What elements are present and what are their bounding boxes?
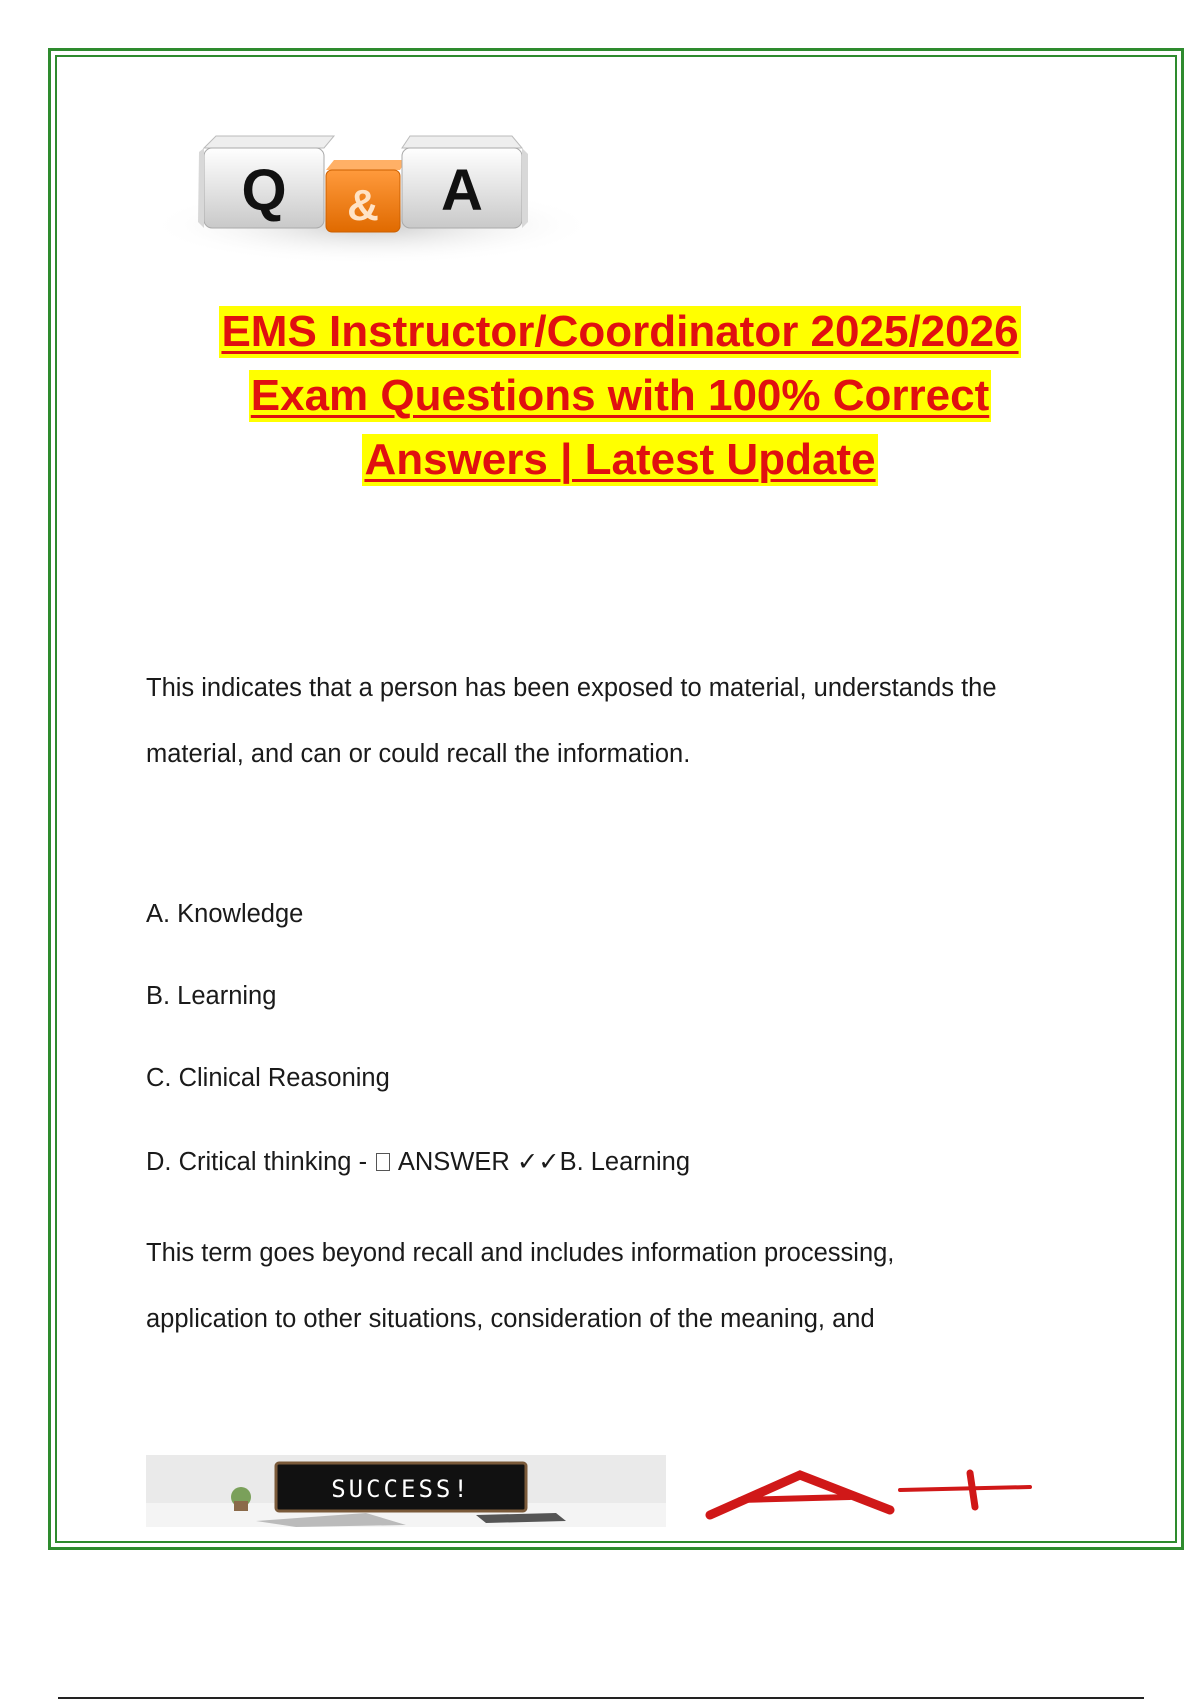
question-1-line-2: material, and can or could recall the information. [146,740,691,768]
option-b: B. Learning [146,982,277,1010]
die-ampersand [326,160,406,232]
option-c: C. Clinical Reasoning [146,1064,390,1092]
question-1-text [146,655,1106,787]
svg-text:SUCCESS!: SUCCESS! [331,1475,471,1503]
question-2-line-1: This term goes beyond recall and includes information processing, [146,1239,895,1267]
title-line-3: Answers | Latest Update [364,435,876,484]
option-a: A. Knowledge [146,900,304,928]
a-plus-grade-image [700,1455,1040,1535]
qa-dice-logo [144,130,600,270]
title-line-2: Exam Questions with 100% Correct [250,371,990,420]
svg-text:A: A [441,158,483,223]
die-a [402,136,528,228]
question-1-line-1: This indicates that a person has been exposed to material, understands the [146,674,997,702]
question-2-line-2: application to other situations, consideration of the meaning, and [146,1305,875,1333]
svg-text:Q: Q [241,158,287,223]
answer-label: ANSWER ✓✓B. Learning [392,1148,691,1176]
die-q [198,136,334,228]
svg-text:A+: A+ [870,1530,872,1531]
option-d-label: D. Critical thinking - [146,1148,375,1176]
title-line-1: EMS Instructor/Coordinator 2025/2026 [221,307,1019,356]
missing-glyph-icon [376,1153,390,1171]
option-d [146,1147,690,1177]
document-title [80,300,1160,492]
footer-rule [58,1697,1144,1699]
svg-text:&: & [347,181,379,230]
question-2-text [146,1220,1106,1352]
success-sign-image [146,1455,666,1527]
